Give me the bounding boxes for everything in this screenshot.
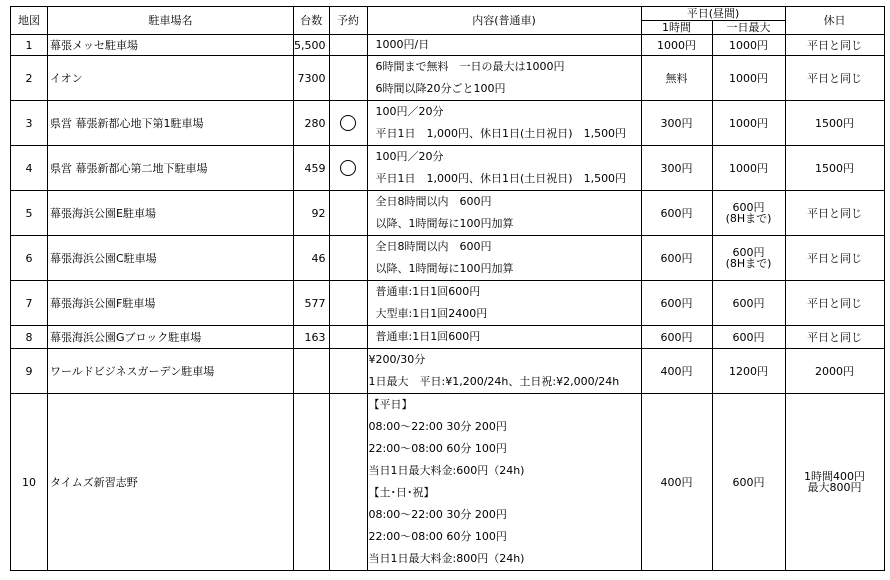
parking-name: 県営 幕張新都心地下第1駐車場 <box>48 101 294 146</box>
capacity: 5,500 <box>294 35 330 56</box>
header-day-max: 一日最大 <box>712 21 785 35</box>
holiday-line: 平日と同じ <box>807 38 862 52</box>
capacity <box>294 394 330 571</box>
content-details <box>367 326 641 349</box>
one-hour-rate: 300円 <box>641 101 712 146</box>
content-line: 普通車:1日1回600円 <box>375 285 481 298</box>
map-number: 1 <box>11 35 48 56</box>
one-hour-rate: 600円 <box>641 281 712 326</box>
day-max-rate <box>712 349 785 394</box>
holiday-rate <box>785 56 884 101</box>
holiday-line: 平日と同じ <box>807 296 862 310</box>
table-row <box>11 35 885 56</box>
day-max-line: 1000円 <box>729 71 768 85</box>
capacity <box>294 349 330 394</box>
content-line: ¥200/30分 <box>368 353 426 366</box>
day-max-line: 600円 <box>732 475 765 489</box>
holiday-rate <box>785 281 884 326</box>
holiday-rate <box>785 326 884 349</box>
holiday-line: 1500円 <box>815 116 854 130</box>
content-line: 平日1日 1,000円、休日1日(土日祝日) 1,500円 <box>375 127 627 140</box>
capacity: 280 <box>294 101 330 146</box>
parking-name: 幕張メッセ駐車場 <box>48 35 294 56</box>
content-details <box>367 394 641 571</box>
one-hour-rate: 600円 <box>641 236 712 281</box>
map-number: 10 <box>11 394 48 571</box>
reservation <box>329 191 367 236</box>
day-max-rate <box>712 394 785 571</box>
table-row <box>11 236 885 281</box>
reservation <box>329 101 367 146</box>
day-max-line: 1200円 <box>729 364 768 378</box>
header-content: 内容(普通車) <box>367 7 641 35</box>
day-max-line: 1000円 <box>729 116 768 130</box>
content-line: 当日1日最大料金:800円（24h) <box>368 552 525 565</box>
map-number: 5 <box>11 191 48 236</box>
map-number: 7 <box>11 281 48 326</box>
reservation <box>329 394 367 571</box>
day-max-rate <box>712 56 785 101</box>
content-line: 100円／20分 <box>375 105 444 118</box>
reservation <box>329 35 367 56</box>
content-line: 以降、1時間毎に100円加算 <box>375 262 514 275</box>
day-max-rate <box>712 326 785 349</box>
holiday-line: 1時間400円 <box>804 470 865 483</box>
content-line: 当日1日最大料金:600円（24h) <box>368 464 525 477</box>
content-line: 大型車:1日1回2400円 <box>375 307 488 320</box>
table-row <box>11 281 885 326</box>
header-holiday: 休日 <box>785 7 884 35</box>
parking-name: ワールドビジネスガーデン駐車場 <box>48 349 294 394</box>
header-map: 地図 <box>11 7 48 35</box>
parking-name: 幕張海浜公園E駐車場 <box>48 191 294 236</box>
content-details <box>367 236 641 281</box>
content-details <box>367 281 641 326</box>
one-hour-rate: 無料 <box>641 56 712 101</box>
header-reserve: 予約 <box>329 7 367 35</box>
capacity: 92 <box>294 191 330 236</box>
table-row <box>11 56 885 101</box>
content-line: 1日最大 平日:¥1,200/24h、土日祝:¥2,000/24h <box>368 375 620 388</box>
table-row <box>11 146 885 191</box>
content-details <box>367 146 641 191</box>
content-line: 22:00～08:00 60分 100円 <box>368 530 507 543</box>
table-row <box>11 394 885 571</box>
content-details <box>367 101 641 146</box>
day-max-rate <box>712 101 785 146</box>
holiday-line: 2000円 <box>815 364 854 378</box>
holiday-line: 平日と同じ <box>807 206 862 220</box>
day-max-rate <box>712 191 785 236</box>
one-hour-rate: 400円 <box>641 349 712 394</box>
reservation <box>329 281 367 326</box>
table-row <box>11 349 885 394</box>
holiday-rate <box>785 349 884 394</box>
capacity: 459 <box>294 146 330 191</box>
header-one-hour: 1時間 <box>641 21 712 35</box>
day-max-line: 600円 <box>732 246 765 259</box>
day-max-line: 600円 <box>732 201 765 214</box>
holiday-line: 平日と同じ <box>807 251 862 265</box>
reservation <box>329 326 367 349</box>
content-line: 22:00～08:00 60分 100円 <box>368 442 507 455</box>
day-max-line: 600円 <box>732 330 765 344</box>
content-line: 全日8時間以内 600円 <box>375 195 492 208</box>
reservation-available-icon <box>340 160 356 176</box>
parking-name: 幕張海浜公園F駐車場 <box>48 281 294 326</box>
holiday-line: 1500円 <box>815 161 854 175</box>
parking-name: 幕張海浜公園C駐車場 <box>48 236 294 281</box>
one-hour-rate: 1000円 <box>641 35 712 56</box>
content-line: 【土･日･祝】 <box>368 486 435 499</box>
reservation <box>329 56 367 101</box>
day-max-rate <box>712 146 785 191</box>
holiday-rate <box>785 236 884 281</box>
map-number: 2 <box>11 56 48 101</box>
header-name: 駐車場名 <box>48 7 294 35</box>
content-line: 全日8時間以内 600円 <box>375 240 492 253</box>
day-max-line: 1000円 <box>729 161 768 175</box>
header-count: 台数 <box>294 7 330 35</box>
holiday-rate <box>785 191 884 236</box>
content-line: 普通車:1日1回600円 <box>375 330 481 343</box>
map-number: 8 <box>11 326 48 349</box>
day-max-line: 600円 <box>732 296 765 310</box>
content-line: 6時間まで無料 一日の最大は1000円 <box>375 60 565 73</box>
day-max-line: (8Hまで) <box>725 257 772 270</box>
parking-name: タイムズ新習志野 <box>48 394 294 571</box>
header-weekday: 平日(昼間) <box>641 7 785 21</box>
day-max-line: (8Hまで) <box>725 212 772 225</box>
holiday-rate <box>785 101 884 146</box>
one-hour-rate: 400円 <box>641 394 712 571</box>
content-line: 【平日】 <box>368 398 413 411</box>
capacity: 163 <box>294 326 330 349</box>
capacity: 46 <box>294 236 330 281</box>
content-line: 以降、1時間毎に100円加算 <box>375 217 514 230</box>
reservation <box>329 349 367 394</box>
parking-name: 県営 幕張新都心第二地下駐車場 <box>48 146 294 191</box>
capacity: 577 <box>294 281 330 326</box>
map-number: 6 <box>11 236 48 281</box>
holiday-line: 最大800円 <box>807 481 862 494</box>
capacity: 7300 <box>294 56 330 101</box>
content-details <box>367 56 641 101</box>
one-hour-rate: 600円 <box>641 326 712 349</box>
parking-name: イオン <box>48 56 294 101</box>
content-line: 08:00～22:00 30分 200円 <box>368 508 507 521</box>
content-details <box>367 191 641 236</box>
day-max-line: 1000円 <box>729 38 768 52</box>
holiday-rate <box>785 146 884 191</box>
content-line: 平日1日 1,000円、休日1日(土日祝日) 1,500円 <box>375 172 627 185</box>
table-row <box>11 101 885 146</box>
one-hour-rate: 600円 <box>641 191 712 236</box>
content-line: 100円／20分 <box>375 150 444 163</box>
content-details <box>367 35 641 56</box>
content-details <box>367 349 641 394</box>
map-number: 9 <box>11 349 48 394</box>
day-max-rate <box>712 236 785 281</box>
map-number: 4 <box>11 146 48 191</box>
table-body <box>11 35 885 571</box>
reservation <box>329 146 367 191</box>
holiday-rate <box>785 35 884 56</box>
table-row <box>11 191 885 236</box>
holiday-line: 平日と同じ <box>807 71 862 85</box>
day-max-rate <box>712 281 785 326</box>
parking-table <box>10 6 885 571</box>
one-hour-rate: 300円 <box>641 146 712 191</box>
table-row <box>11 326 885 349</box>
parking-name: 幕張海浜公園Gブロック駐車場 <box>48 326 294 349</box>
day-max-rate <box>712 35 785 56</box>
content-line: 6時間以降20分ごと100円 <box>375 82 506 95</box>
reservation-available-icon <box>340 115 356 131</box>
holiday-line: 平日と同じ <box>807 330 862 344</box>
map-number: 3 <box>11 101 48 146</box>
content-line: 1000円/日 <box>375 38 430 51</box>
content-line: 08:00～22:00 30分 200円 <box>368 420 507 433</box>
reservation <box>329 236 367 281</box>
holiday-rate <box>785 394 884 571</box>
